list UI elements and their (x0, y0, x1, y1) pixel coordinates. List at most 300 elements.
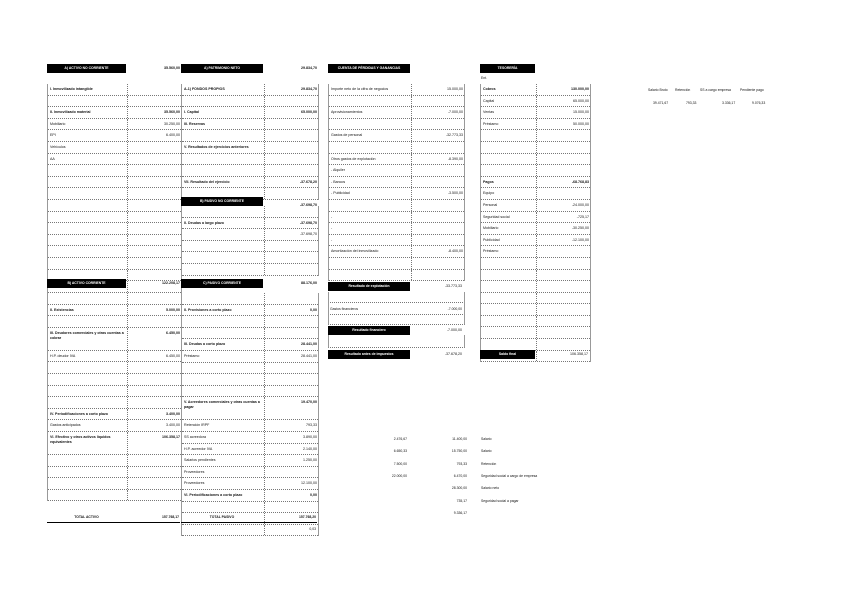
activo-corriente-table (47, 293, 182, 501)
note-amount: 2.476,67 (393, 437, 407, 441)
column-divider (264, 386, 265, 397)
row-value: -7.000,00 (447, 110, 463, 115)
column-divider (536, 258, 537, 269)
tesoreria-table (480, 84, 591, 362)
table-row (48, 478, 181, 490)
column-divider (264, 188, 265, 199)
table-row (48, 212, 181, 224)
table-row (48, 130, 181, 142)
row-value: -8.390,00 (447, 156, 463, 161)
column-divider (411, 96, 412, 107)
row-value: -3.500,00 (447, 191, 463, 196)
column-divider (264, 467, 265, 478)
column-divider (536, 96, 537, 107)
table-row (481, 107, 590, 119)
table-row (182, 177, 318, 189)
table-row (48, 386, 181, 398)
row-value: -68.768,83 (571, 179, 589, 184)
row-label: Amortización del inmovilizado (331, 249, 379, 254)
row-label: H.P. deudor IVA (50, 353, 76, 358)
column-divider (264, 374, 265, 385)
total-pasivo-label: TOTAL PASIVO (209, 515, 235, 519)
patrimonio-table (181, 84, 319, 200)
column-divider (411, 119, 412, 130)
pasivo-no-corriente-table (181, 206, 319, 276)
note-amount: 11.400,00 (452, 437, 467, 441)
table-row (329, 270, 464, 282)
nomina-header: Salario Bruto (648, 88, 668, 92)
row-value: -8.400,00 (447, 249, 463, 254)
column-divider (264, 293, 265, 304)
activo-no-corriente-total: 35.560,00 (164, 66, 180, 70)
table-row (182, 107, 318, 119)
row-value: -725,17 (576, 214, 589, 219)
row-value: -37.678,20 (299, 179, 317, 184)
column-divider (127, 212, 128, 223)
table-row (182, 386, 318, 398)
column-divider (127, 409, 128, 420)
row-value: -24.000,00 (571, 202, 589, 207)
column-divider (536, 119, 537, 130)
row-value: -37.698,70 (299, 220, 317, 225)
column-divider (127, 119, 128, 130)
table-row (329, 188, 464, 200)
column-divider (127, 305, 128, 316)
column-divider (127, 96, 128, 107)
table-row (182, 264, 318, 276)
table-row (48, 397, 181, 409)
column-divider (264, 455, 265, 466)
column-divider (264, 177, 265, 188)
row-label: Préstamo (184, 353, 200, 358)
column-divider (411, 258, 412, 269)
column-divider (264, 363, 265, 374)
row-label: Cobros (483, 87, 496, 91)
cuenta-spacer-row-3 (328, 335, 465, 348)
table-row (329, 177, 464, 189)
table-row (329, 84, 464, 96)
column-divider (411, 212, 412, 223)
saldo-final-label: Saldo final (480, 350, 535, 359)
table-row (48, 200, 181, 212)
column-divider (127, 293, 128, 304)
resultado-antes-value: -37.678,20 (444, 352, 462, 356)
table-row (48, 235, 181, 247)
column-divider (264, 264, 265, 275)
row-value: 19.470,00 (301, 400, 317, 405)
table-row (481, 96, 590, 108)
row-label: AA (50, 156, 55, 161)
row-value: 0,00 (310, 492, 317, 497)
row-label: IV. Periodificaciones a corto plazo (50, 411, 108, 416)
column-divider (536, 293, 537, 304)
column-divider (127, 455, 128, 466)
column-divider (264, 241, 265, 252)
table-row (48, 165, 181, 177)
resultado-explotacion-label: Resultado de explotación (328, 282, 410, 291)
pasivo-no-corriente-header: B) PASIVO NO CORRIENTE (181, 197, 263, 206)
table-row (182, 252, 318, 264)
table-row (182, 397, 318, 420)
table-row (182, 420, 318, 432)
table-row (481, 304, 590, 316)
row-value: 65.000,00 (573, 98, 589, 103)
row-label: Aprovisionamientos (331, 110, 363, 115)
column-divider (127, 362, 128, 373)
table-row (48, 142, 181, 154)
row-label: Seguridad social (483, 214, 510, 219)
column-divider (127, 467, 128, 478)
row-label: Gastos anticipados (50, 423, 81, 428)
row-label: II. Inmovilizado material (50, 110, 91, 115)
column-divider (127, 130, 128, 141)
row-value: 15.000,00 (447, 87, 463, 91)
pasivo-corriente-total: 88.176,00 (301, 281, 317, 285)
column-divider (411, 177, 412, 188)
column-divider (127, 351, 128, 362)
column-divider (264, 478, 265, 489)
row-label: III. Deudas a corto plazo (184, 342, 226, 347)
balance-difference: 0,03 (309, 527, 316, 531)
column-divider (536, 200, 537, 211)
table-row (481, 281, 590, 293)
resultado-explotacion-value: -33.773,33 (444, 284, 462, 288)
table-row (481, 119, 590, 131)
column-divider (264, 130, 265, 141)
table-row (48, 293, 181, 305)
row-label: Gastos de personal (331, 133, 363, 138)
table-row (329, 223, 464, 235)
table-row (182, 467, 318, 479)
column-divider (264, 444, 265, 455)
row-value: 65.000,00 (301, 110, 317, 115)
table-row (481, 165, 590, 177)
table-row (182, 241, 318, 253)
table-row (481, 84, 590, 96)
table-row (48, 409, 181, 421)
column-divider (411, 107, 412, 118)
column-divider (264, 218, 265, 229)
table-row (182, 490, 318, 502)
column-divider (127, 374, 128, 385)
row-value: 30.250,00 (164, 121, 180, 126)
column-divider (411, 270, 412, 281)
row-value: -12.100,00 (571, 237, 589, 242)
column-divider (127, 432, 128, 454)
tesoreria-header: TESORERÍA (480, 64, 535, 73)
row-label: Mobiliario (50, 121, 66, 126)
total-activo-label: TOTAL ACTIVO (74, 515, 99, 519)
column-divider (127, 177, 128, 188)
column-divider (264, 432, 265, 443)
table-row (481, 246, 590, 258)
row-value: 50.000,00 (573, 121, 589, 126)
column-divider (411, 130, 412, 141)
row-value: 2.140,00 (303, 446, 317, 451)
row-label: II. Provisiones a corto plazo (184, 307, 232, 312)
row-label: VI. Efectivo y otros activos líquidos equivalentes (50, 434, 111, 444)
table-row (48, 432, 181, 455)
row-value: 6.450,00 (166, 330, 180, 335)
table-row (48, 374, 181, 386)
activo-corriente-total: 122.208,17 (162, 281, 180, 285)
column-divider (127, 246, 128, 257)
pasivo-corriente-table (181, 293, 319, 536)
note-label: Retención (481, 461, 497, 466)
column-divider (411, 188, 412, 199)
table-row (182, 142, 318, 154)
row-value: 29.834,70 (301, 87, 317, 91)
column-divider (264, 328, 265, 339)
row-label: Personal (483, 202, 498, 207)
row-value: -32.773,33 (445, 133, 463, 138)
table-row (182, 374, 318, 386)
table-row (481, 177, 590, 189)
column-divider (127, 223, 128, 234)
table-row (481, 154, 590, 166)
table-row (182, 339, 318, 351)
row-value: -30.250,00 (571, 226, 589, 231)
row-value: 793,33 (306, 423, 317, 428)
table-row (481, 270, 590, 282)
table-row (329, 154, 464, 166)
table-row (48, 455, 181, 467)
patrimonio-header: A) PATRIMONIO NETO (181, 64, 263, 73)
row-label: V. Acreedores comerciales y otras cuentas a pagar (184, 400, 260, 410)
table-row (182, 154, 318, 166)
row-label: Equipo (483, 191, 495, 196)
row-value: 15.000,00 (573, 110, 589, 115)
row-label: I. Capital (184, 110, 199, 115)
column-divider (411, 223, 412, 234)
resultado-antes-label: Resultado antes de impuestos (328, 350, 410, 359)
tesoreria-top-label: Ent. (481, 76, 488, 80)
column-divider (411, 246, 412, 257)
table-row (48, 490, 181, 502)
table-row (182, 96, 318, 108)
table-row (481, 212, 590, 224)
table-row (182, 316, 318, 328)
column-divider (264, 165, 265, 176)
table-row (182, 229, 318, 241)
note-label: Salario (481, 449, 492, 454)
table-row (182, 444, 318, 456)
column-divider (264, 351, 265, 362)
column-divider (127, 107, 128, 118)
table-row (329, 96, 464, 108)
nomina-value: 9.076,33 (752, 101, 766, 105)
table-row (182, 165, 318, 177)
table-row (48, 420, 181, 432)
total-pasivo-value: 157.768,20 (299, 515, 316, 519)
note-amount: 7.500,00 (393, 461, 407, 466)
row-label: Salarios pendientes (184, 458, 216, 463)
table-row (182, 84, 318, 96)
table-row (481, 130, 590, 142)
table-row (182, 525, 318, 537)
row-label: II. Deudas a largo plazo (184, 220, 224, 225)
table-row (481, 188, 590, 200)
table-row (329, 142, 464, 154)
row-value: 3.890,00 (303, 434, 317, 439)
row-label: - Alquiler (331, 168, 345, 173)
table-row (182, 293, 318, 305)
row-value: 106.358,17 (162, 434, 180, 439)
column-divider (127, 258, 128, 269)
note-label: Salario (481, 437, 492, 441)
note-label: Seguridad social a cargo de empresa (481, 473, 538, 478)
column-divider (264, 339, 265, 350)
table-row (182, 432, 318, 444)
column-divider (536, 130, 537, 141)
table-row (182, 130, 318, 142)
table-row (182, 305, 318, 317)
row-label: H.P. acreedor IVA (184, 446, 213, 451)
gastos-financieros-label: Gastos financieros (330, 307, 359, 311)
column-divider (264, 252, 265, 263)
row-label: Préstamo (483, 249, 499, 254)
table-row (48, 154, 181, 166)
table-row (481, 316, 590, 328)
column-divider (127, 142, 128, 153)
row-value: 0,00 (310, 307, 317, 312)
table-row (48, 328, 181, 351)
table-row (48, 223, 181, 235)
row-value: 3.400,00 (166, 423, 180, 428)
row-label: Ventas (483, 110, 494, 115)
column-divider (127, 316, 128, 327)
note-label: Salario neto (481, 486, 500, 491)
table-row (481, 339, 590, 351)
row-label: Proveedores (184, 481, 205, 486)
nomina-value: 3.336,17 (722, 101, 736, 105)
row-value: 5.000,00 (166, 307, 180, 312)
row-value: 6.450,00 (166, 353, 180, 358)
table-row (481, 200, 590, 212)
table-row (48, 96, 181, 108)
row-label: SS acreedora (184, 434, 206, 439)
table-row (481, 258, 590, 270)
table-row (329, 200, 464, 212)
table-row (481, 327, 590, 339)
column-divider (536, 327, 537, 338)
note-amount: 735,17 (456, 498, 467, 503)
table-row (48, 467, 181, 479)
column-divider (264, 305, 265, 316)
column-divider (536, 212, 537, 223)
row-label: III. Deudores comerciales y otras cuentas a cobrar (50, 330, 124, 340)
column-divider (536, 84, 537, 95)
row-label: Retención IRPF (184, 423, 210, 428)
table-row (329, 246, 464, 258)
table-row (48, 246, 181, 258)
resultado-financiero-value: -7.000,00 (446, 328, 462, 332)
column-divider (411, 142, 412, 153)
row-label: Capital (483, 98, 495, 103)
column-divider (264, 229, 265, 240)
row-value: -37.698,70 (299, 232, 317, 237)
row-label: II. Existencias (50, 307, 74, 312)
column-divider (264, 525, 265, 536)
column-divider (411, 154, 412, 165)
note-amount: 15.750,00 (451, 449, 467, 454)
table-row (329, 165, 464, 177)
table-row (481, 223, 590, 235)
column-divider (536, 188, 537, 199)
row-label: Proveedores (184, 469, 205, 474)
column-divider (127, 235, 128, 246)
column-divider (536, 165, 537, 176)
column-divider (536, 339, 537, 350)
table-row (481, 142, 590, 154)
column-divider (127, 386, 128, 397)
cuenta-pyg-header: CUENTA DE PÉRDIDAS Y GANANCIAS (328, 64, 410, 73)
table-row (329, 212, 464, 224)
table-row (182, 328, 318, 340)
column-divider (127, 397, 128, 408)
note-amount: 6.470,00 (453, 473, 467, 478)
note-amount: 28.300,00 (451, 486, 467, 491)
column-divider (536, 270, 537, 281)
column-divider (264, 420, 265, 431)
column-divider (536, 235, 537, 246)
row-label: EPI (50, 133, 56, 138)
row-value: 28.441,00 (301, 353, 317, 358)
column-divider (411, 235, 412, 246)
row-label: - (331, 237, 333, 242)
column-divider (264, 107, 265, 118)
row-label: I. Inmovilizado intangible (50, 87, 93, 91)
row-label: A-1) FONDOS PROPIOS (184, 87, 225, 91)
table-row (48, 84, 181, 96)
note-label: Seguridad social a pagar (481, 498, 519, 503)
table-row (182, 478, 318, 490)
column-divider (536, 281, 537, 292)
pasivo-no-corriente-total: -37.698,70 (299, 203, 317, 207)
note-amount: 793,33 (456, 461, 467, 466)
table-row (329, 258, 464, 270)
table-row (48, 316, 181, 328)
activo-no-corriente-table (47, 84, 182, 293)
column-divider (536, 107, 537, 118)
table-row (182, 351, 318, 363)
column-divider (536, 142, 537, 153)
gastos-financieros-value: -7.000,00 (447, 307, 462, 311)
column-divider (536, 316, 537, 327)
row-label: VII. Resultado del ejercicio (184, 179, 230, 184)
row-label: Préstamo (483, 121, 499, 126)
column-divider (536, 154, 537, 165)
column-divider (411, 84, 412, 95)
table-row (329, 107, 464, 119)
nomina-header: Retención (675, 88, 691, 92)
pasivo-corriente-header: C) PASIVO CORRIENTE (181, 279, 263, 288)
row-label: - Publicidad (331, 191, 350, 196)
row-label: - (331, 214, 333, 219)
column-divider (411, 200, 412, 211)
row-label: Mobiliario (483, 226, 499, 231)
column-divider (411, 165, 412, 176)
column-divider (536, 304, 537, 315)
table-row (48, 258, 181, 270)
total-activo-rule (47, 522, 180, 523)
row-label: III. Reservas (184, 121, 205, 126)
table-row (48, 362, 181, 374)
table-row (48, 188, 181, 200)
cuenta-pyg-table (328, 84, 465, 281)
nomina-value: 39.471,67 (653, 101, 669, 105)
saldo-final-value: 106.358,17 (570, 352, 588, 356)
